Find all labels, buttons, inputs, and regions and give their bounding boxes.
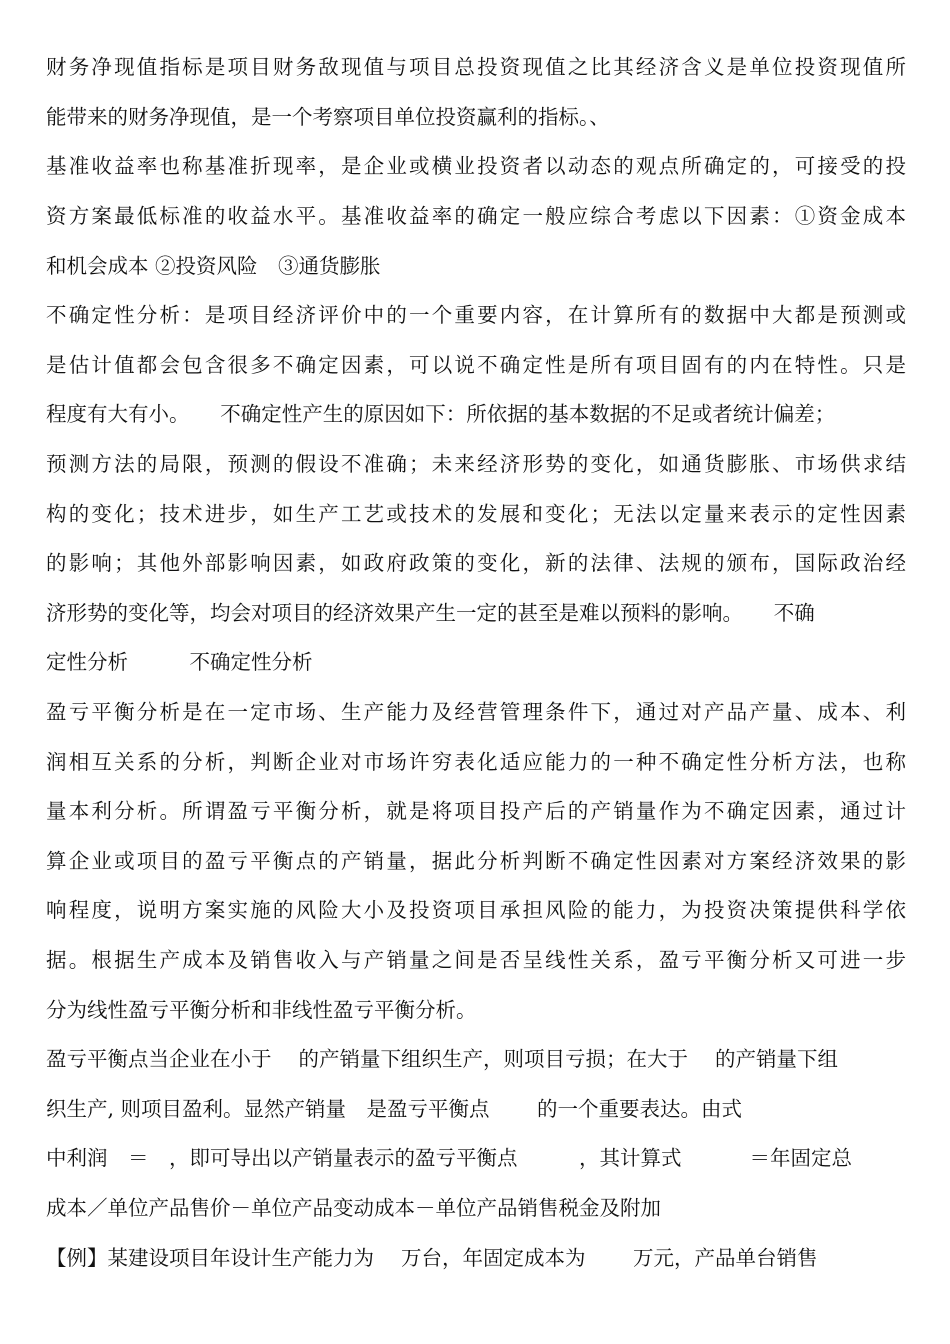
text-line: 响程度，说明方案实施的风险大小及投资项目承担风险的能力，为投资决策提供科学依: [46, 898, 906, 922]
text-line: 是估计值都会包含很多不确定因素，可以说不确定性是所有项目固有的内在特性。只是: [46, 353, 906, 377]
text-line: 能带来的财务净现值，是一个考察项目单位投资赢利的指标。、: [46, 105, 610, 129]
text-line: 盈亏平衡点当企业在小于 的产销量下组织生产，则项目亏损；在大于 的产销量下组: [46, 1047, 839, 1071]
text-line: 基准收益率也称基准折现率，是企业或横业投资者以动态的观点所确定的，可接受的投: [46, 154, 906, 178]
text-line: 程度有大有小。 不确定性产生的原因如下：所依据的基本数据的不足或者统计偏差；: [46, 402, 836, 426]
text-line: 【例】某建设项目年设计生产能力为 万台，年固定成本为 万元，产品单台销售: [46, 1246, 818, 1270]
text-line: 算企业或项目的盈亏平衡点的产销量，据此分析判断不确定性因素对方案经济效果的影: [46, 849, 906, 873]
text-line: 济形势的变化等，均会对项目的经济效果产生一定的甚至是难以预料的影响。 不确: [46, 601, 815, 625]
text-line: 织生产, 则项目盈利。显然产销量 是盈亏平衡点 的一个重要表达。由式: [46, 1097, 743, 1121]
text-line: 不确定性分析：是项目经济评价中的一个重要内容，在计算所有的数据中大都是预测或: [46, 303, 906, 327]
text-line: 的影响；其他外部影响因素，如政府政策的变化，新的法律、法规的颁布，国际政治经: [46, 551, 906, 575]
text-line: 构的变化；技术进步，如生产工艺或技术的发展和变化；无法以定量来表示的定性因素: [46, 502, 906, 526]
text-line: 预测方法的局限，预测的假设不准确；未来经济形势的变化，如通货膨胀、市场供求结: [46, 452, 906, 476]
text-line: 成本／单位产品售价－单位产品变动成本－单位产品销售税金及附加: [46, 1196, 661, 1220]
text-line: 中利润 ＝ ，即可导出以产销量表示的盈亏平衡点 ，其计算式 ＝年固定总: [46, 1146, 853, 1170]
text-line: 和机会成本 ②投资风险 ③通货膨胀: [46, 254, 381, 278]
text-line: 盈亏平衡分析是在一定市场、生产能力及经营管理条件下，通过对产品产量、成本、利: [46, 700, 906, 724]
text-line: 分为线性盈亏平衡分析和非线性盈亏平衡分析。: [46, 998, 477, 1022]
text-line: 定性分析 不确定性分析: [46, 650, 313, 674]
text-line: 量本利分析。所谓盈亏平衡分析，就是将项目投产后的产销量作为不确定因素，通过计: [46, 799, 906, 823]
text-line: 据。根据生产成本及销售收入与产销量之间是否呈线性关系，盈亏平衡分析又可进一步: [46, 948, 906, 972]
text-line: 资方案最低标准的收益水平。基准收益率的确定一般应综合考虑以下因素：①资金成本: [46, 204, 906, 228]
text-line: 财务净现值指标是项目财务敌现值与项目总投资现值之比其经济含义是单位投资现值所: [46, 55, 906, 79]
text-line: 润相互关系的分析，判断企业对市场许穷表化适应能力的一种不确定性分析方法，也称: [46, 750, 906, 774]
